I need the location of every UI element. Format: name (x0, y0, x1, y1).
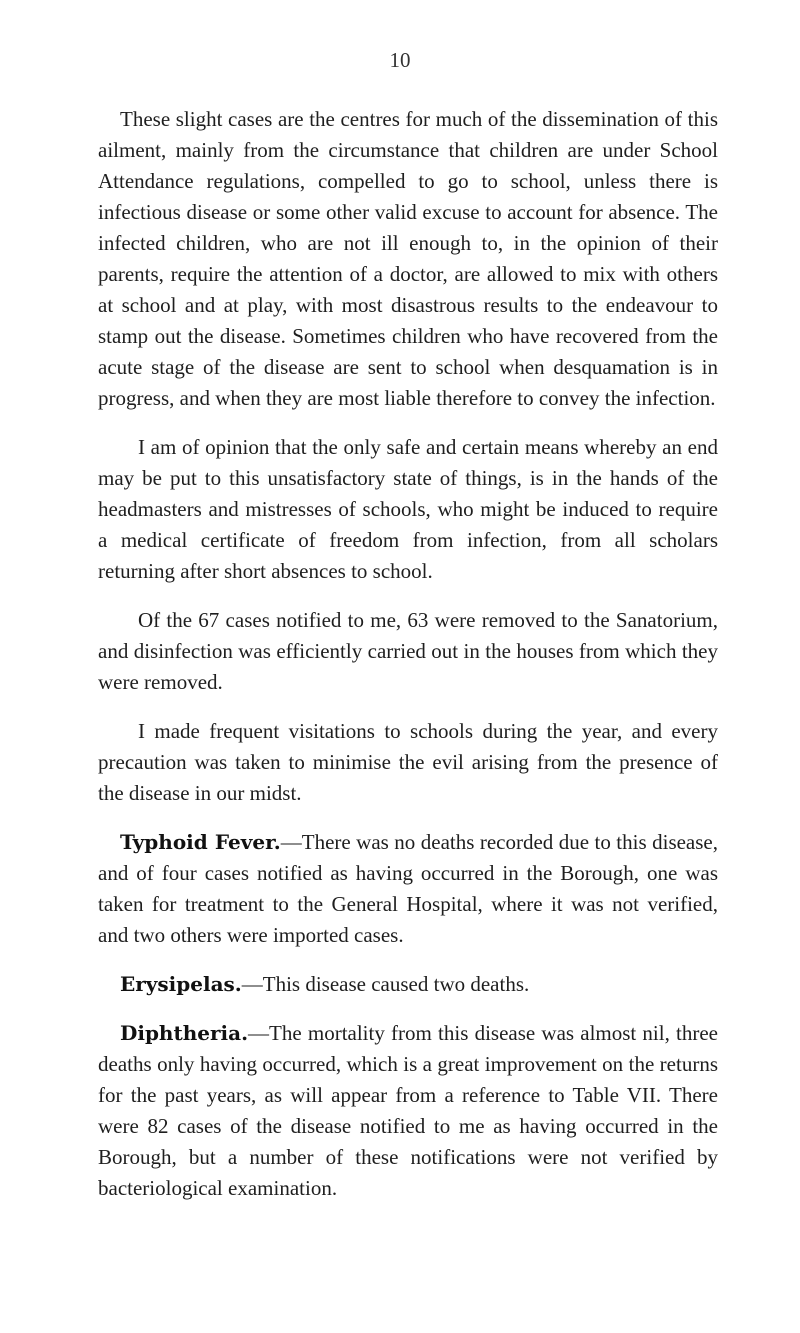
paragraph-opinion (98, 432, 718, 587)
paragraph-text: I made frequent visitations to schools during the year, and every precaution was taken to minimise the evil arising from the presence of the disease in our midst. (98, 719, 718, 805)
paragraph-text: —There was no deaths recorded due to this disease, and of four cases notified as having occurred in the Borough, one was taken for treatment to the General Hospital, where it was not verified, and two others were imported cases. (98, 830, 718, 947)
paragraph-diphtheria (98, 1018, 718, 1204)
paragraph-text: —The mortality from this disease was almost nil, three deaths only having occurred, which is a great improvement on the returns for the past years, as will appear from a reference to Table VII. There were 82 cases of the disease notified to me as having occurred in the Borough, but a number of these notifications were not verified by bacteriological examination. (98, 1021, 718, 1200)
paragraph-text: These slight cases are the centres for much of the dissemination of this ailment, mainly from the circumstance that children are under School Attendance regulations, compelled to go to school, unless there is infectious disease or some other valid excuse to account for absence. The infected children, who are not ill enough to, in the opinion of their parents, require the attention of a doctor, are allowed to mix with others at school and at play, with most disastrous results to the endeavour to stamp out the disease. Sometimes children who have recovered from the acute stage of the disease are sent to school when desquamation is in progress, and when they are most liable therefore to convey the infection. (98, 107, 718, 410)
section-heading-erysipelas: Erysipelas. (120, 972, 242, 996)
paragraph-text: Of the 67 cases notified to me, 63 were removed to the Sanatorium, and disinfection was efficiently carried out in the houses from which they were removed. (98, 608, 718, 694)
paragraph-text: —This disease caused two deaths. (241, 972, 530, 996)
section-heading-typhoid-fever: Typhoid Fever. (120, 830, 281, 854)
paragraph-visitations (98, 716, 718, 809)
body-text (98, 104, 718, 1222)
paragraph-text: I am of opinion that the only safe and certain means whereby an end may be put to this unsatisfactory state of things, is in the hands of the headmasters and mistresses of schools, who might be induced to require a medical certificate of freedom from infection, from all scholars returning after short absences to school. (98, 435, 718, 583)
paragraph-dissemination (98, 104, 718, 414)
paragraph-cases-notified (98, 605, 718, 698)
page-number: 10 (389, 48, 411, 72)
section-heading-diphtheria: Diphtheria. (120, 1021, 249, 1045)
paragraph-typhoid-fever (98, 827, 718, 951)
paragraph-erysipelas (98, 969, 718, 1000)
